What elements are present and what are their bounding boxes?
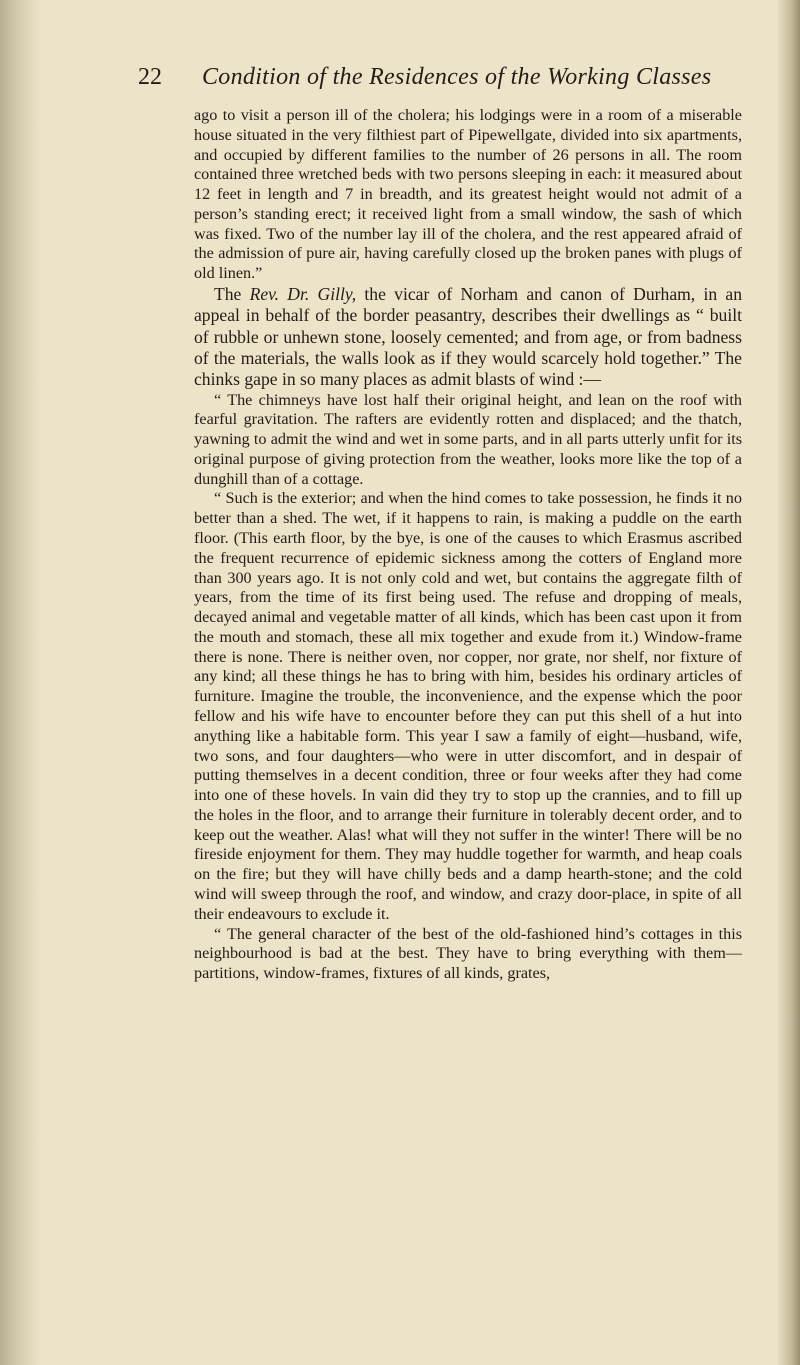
paragraph-gilly-after: the vicar of Norham and canon of Durham, in an appeal in behalf of the border peasantry, describes their dwellings as “ built of rubble or unhewn stone, loosely cemented; and from age, or from badness of the materials, the walls look as if they would scarcely hold together.” The chinks gape in so many places as admit blasts of wind :— <box>194 284 742 390</box>
page-number: 22 <box>138 64 162 90</box>
paragraph-continuation: ago to visit a person ill of the cholera; his lodgings were in a room of a miserable house situated in the very filthiest part of Pipewellgate, divided into six apartments, and occupied by different families to the number of 26 persons in all. The room contained three wretched beds with two persons sleeping in each: it measured about 12 feet in length and 7 in breadth, and its greatest height would not admit of a person’s standing erect; it received light from a small window, the sash of which was fixed. Two of the number lay ill of the cholera, and the rest appeared afraid of the admission of pure air, having carefully closed up the broken panes with plugs of old linen.” <box>194 106 742 283</box>
page-edge-shadow <box>778 0 800 1365</box>
body-text <box>194 106 742 984</box>
author-name: Rev. Dr. Gilly, <box>249 284 357 305</box>
paragraph-quote-general: “ The general character of the best of the old-fashioned hind’s cottages in this neighbourhood is bad at the best. They have to bring everything with them—partitions, window-frames, fixtures of all kinds, grates, <box>194 924 742 983</box>
binding-shadow <box>0 0 42 1365</box>
paragraph-gilly-before: The <box>214 284 250 305</box>
running-title: Condition of the Residences of the Working Classes <box>202 64 712 90</box>
paragraph-quote-exterior: “ Such is the exterior; and when the hind comes to take possession, he finds it no better than a shed. The wet, if it happens to rain, is making a puddle on the earth floor. (This earth floor, by the bye, is one of the causes to which Erasmus ascribed the frequent recurrence of epidemic sickness among the cotters of England more than 300 years ago. It is not only cold and wet, but contains the aggregate filth of years, from the time of its first being used. The refuse and dropping of meals, decayed animal and vegetable matter of all kinds, which has been cast upon it from the mouth and stomach, these all mix together and exude from it.) Window-frame there is none. There is neither oven, nor copper, nor grate, nor shelf, nor fixture of any kind; all these things he has to bring with him, besides his ordinary articles of furniture. Imagine the trouble, the inconvenience, and the expense which the poor fellow and his wife have to encounter before they can put this shell of a hut into anything like a habitable form. This year I saw a family of eight—husband, wife, two sons, and four daughters—who were in utter discomfort, and in despair of putting themselves in a decent condition, three or four weeks after they had come into one of these hovels. In vain did they try to stop up the crannies, and to fill up the holes in the floor, and to arrange their furniture in tolerably decent order, and to keep out the weather. Alas! what will they not suffer in the winter! There will be no fireside enjoyment for them. They may huddle together for warmth, and heap coals on the fire; but they will have chilly beds and a damp hearth-stone; and the cold wind will sweep through the roof, and window, and crazy door-place, in spite of all their endeavours to exclude it. <box>194 489 742 923</box>
paragraph-gilly <box>194 284 742 390</box>
paragraph-quote-chimneys: “ The chimneys have lost half their original height, and lean on the roof with fearful gravitation. The rafters are evidently rotten and displaced; and the thatch, yawning to admit the wind and wet in some parts, and in all parts utterly unfit for its original purpose of giving protection from the weather, looks more like the top of a dunghill than of a cottage. <box>194 390 742 488</box>
